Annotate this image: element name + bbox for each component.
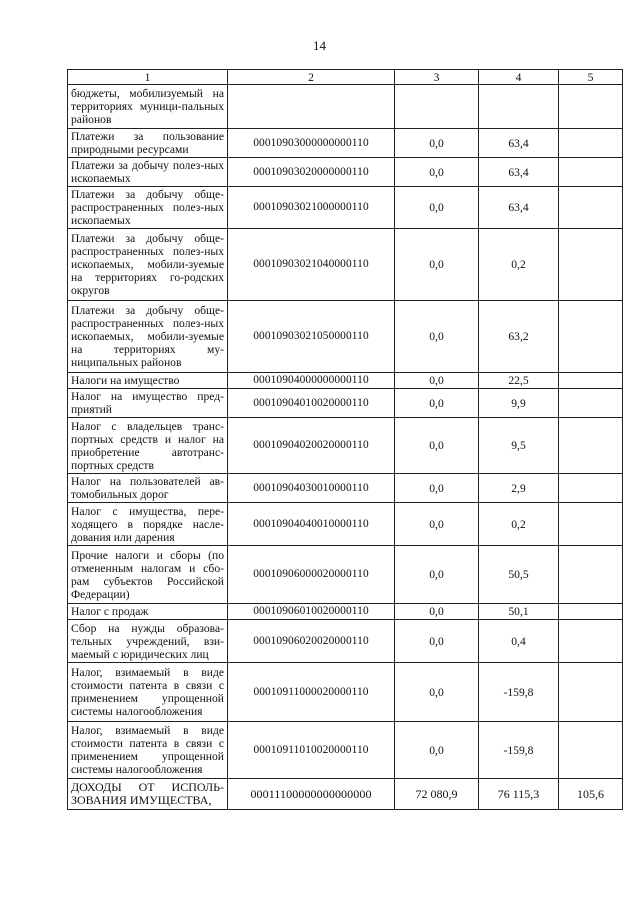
row-name-cell: Сбор на нужды образова-тельных учреждений, взи-маемый с юридических лиц xyxy=(68,620,228,663)
row-value-col5-cell xyxy=(559,663,623,722)
row-name-cell: Платежи за добычу обще-распространенных полез-ных ископаемых xyxy=(68,187,228,229)
row-value-col5-cell xyxy=(559,129,623,158)
row-value-col4-cell: 0,4 xyxy=(479,620,559,663)
row-code-cell: 00010904000000000110 xyxy=(228,373,395,389)
table-row xyxy=(68,229,623,301)
table-row xyxy=(68,604,623,620)
row-name-cell: Налог с продаж xyxy=(68,604,228,620)
table-row xyxy=(68,85,623,129)
row-value-col3-cell: 0,0 xyxy=(395,620,479,663)
row-value-col4-cell: 50,5 xyxy=(479,546,559,604)
row-value-col5-cell xyxy=(559,604,623,620)
row-value-col3-cell: 0,0 xyxy=(395,229,479,301)
table-row xyxy=(68,418,623,474)
column-header-5: 5 xyxy=(559,70,623,85)
row-name-cell: ДОХОДЫ ОТ ИСПОЛЬ-ЗОВАНИЯ ИМУЩЕСТВА, xyxy=(68,779,228,810)
table-row xyxy=(68,503,623,546)
row-value-col5-cell xyxy=(559,503,623,546)
row-value-col4-cell: 76 115,3 xyxy=(479,779,559,810)
row-code-cell: 00010906020020000110 xyxy=(228,620,395,663)
table-row xyxy=(68,158,623,187)
row-code-cell: 00010911000020000110 xyxy=(228,663,395,722)
table-row xyxy=(68,187,623,229)
row-value-col5-cell xyxy=(559,722,623,779)
row-code-cell xyxy=(228,85,395,129)
table-header xyxy=(68,70,623,85)
row-value-col3-cell: 0,0 xyxy=(395,301,479,373)
row-code-cell: 00010903021050000110 xyxy=(228,301,395,373)
row-value-col5-cell xyxy=(559,546,623,604)
table-row xyxy=(68,301,623,373)
row-value-col4-cell: 63,4 xyxy=(479,187,559,229)
row-value-col4-cell xyxy=(479,85,559,129)
row-value-col4-cell: 50,1 xyxy=(479,604,559,620)
row-value-col4-cell: 63,2 xyxy=(479,301,559,373)
row-code-cell: 00010903020000000110 xyxy=(228,158,395,187)
row-name-cell: Налог с владельцев транс-портных средств и налог на приобретение автотранс-портных средств xyxy=(68,418,228,474)
table-row xyxy=(68,129,623,158)
row-value-col3-cell: 0,0 xyxy=(395,373,479,389)
row-code-cell: 00011100000000000000 xyxy=(228,779,395,810)
row-name-cell: Налог, взимаемый в виде стоимости патента в связи с применением упрощенной системы налогообложения xyxy=(68,663,228,722)
row-code-cell: 00010904030010000110 xyxy=(228,474,395,503)
row-value-col5-cell xyxy=(559,389,623,418)
revenue-table xyxy=(67,69,623,810)
table-row xyxy=(68,474,623,503)
row-name-cell: Налог на пользователей ав-томобильных дорог xyxy=(68,474,228,503)
row-value-col5-cell xyxy=(559,620,623,663)
table-row xyxy=(68,373,623,389)
page-number: 14 xyxy=(313,38,326,53)
column-header-2: 2 xyxy=(228,70,395,85)
table-row xyxy=(68,620,623,663)
row-value-col3-cell xyxy=(395,85,479,129)
row-value-col4-cell: 0,2 xyxy=(479,229,559,301)
table-row xyxy=(68,779,623,810)
row-name-cell: Платежи за добычу обще-распространенных полез-ных ископаемых, мобили-зуемые на территориях му-ниципальных районов xyxy=(68,301,228,373)
row-value-col5-cell xyxy=(559,373,623,389)
row-value-col5-cell xyxy=(559,474,623,503)
row-value-col3-cell: 0,0 xyxy=(395,187,479,229)
column-header-1: 1 xyxy=(68,70,228,85)
row-name-cell: Налог с имущества, пере-ходящего в порядке насле-дования или дарения xyxy=(68,503,228,546)
row-value-col4-cell: 9,5 xyxy=(479,418,559,474)
row-value-col5-cell xyxy=(559,229,623,301)
row-value-col5-cell xyxy=(559,158,623,187)
row-value-col3-cell: 0,0 xyxy=(395,503,479,546)
row-value-col5-cell xyxy=(559,187,623,229)
table-row xyxy=(68,389,623,418)
row-value-col3-cell: 0,0 xyxy=(395,389,479,418)
row-value-col5-cell xyxy=(559,418,623,474)
row-value-col5-cell: 105,6 xyxy=(559,779,623,810)
table-row xyxy=(68,663,623,722)
row-value-col5-cell xyxy=(559,85,623,129)
row-name-cell: Платежи за добычу обще-распространенных полез-ных ископаемых, мобили-зуемые на территориях го-родских округов xyxy=(68,229,228,301)
row-code-cell: 00010906000020000110 xyxy=(228,546,395,604)
table-row xyxy=(68,722,623,779)
row-value-col5-cell xyxy=(559,301,623,373)
row-value-col4-cell: 22,5 xyxy=(479,373,559,389)
row-value-col4-cell: 2,9 xyxy=(479,474,559,503)
row-value-col4-cell: -159,8 xyxy=(479,722,559,779)
row-value-col3-cell: 0,0 xyxy=(395,722,479,779)
row-name-cell: Налог, взимаемый в виде стоимости патента в связи с применением упрощенной системы налогообложения xyxy=(68,722,228,779)
row-code-cell: 00010911010020000110 xyxy=(228,722,395,779)
row-value-col3-cell: 0,0 xyxy=(395,158,479,187)
row-value-col3-cell: 0,0 xyxy=(395,129,479,158)
row-value-col3-cell: 0,0 xyxy=(395,418,479,474)
row-code-cell: 00010903021040000110 xyxy=(228,229,395,301)
row-value-col4-cell: 0,2 xyxy=(479,503,559,546)
row-value-col3-cell: 0,0 xyxy=(395,546,479,604)
row-name-cell: Налог на имущество пред-приятий xyxy=(68,389,228,418)
row-value-col4-cell: 63,4 xyxy=(479,158,559,187)
row-value-col4-cell: 9,9 xyxy=(479,389,559,418)
row-value-col3-cell: 0,0 xyxy=(395,474,479,503)
row-name-cell: Налоги на имущество xyxy=(68,373,228,389)
table-body xyxy=(68,85,623,810)
column-header-3: 3 xyxy=(395,70,479,85)
table-row xyxy=(68,546,623,604)
row-value-col3-cell: 0,0 xyxy=(395,604,479,620)
row-value-col4-cell: -159,8 xyxy=(479,663,559,722)
row-code-cell: 00010904040010000110 xyxy=(228,503,395,546)
row-code-cell: 00010903021000000110 xyxy=(228,187,395,229)
row-code-cell: 00010906010020000110 xyxy=(228,604,395,620)
row-name-cell: бюджеты, мобилизуемый на территориях муници-пальных районов xyxy=(68,85,228,129)
row-value-col3-cell: 0,0 xyxy=(395,663,479,722)
row-code-cell: 00010903000000000110 xyxy=(228,129,395,158)
row-name-cell: Платежи за пользование природными ресурсами xyxy=(68,129,228,158)
row-code-cell: 00010904010020000110 xyxy=(228,389,395,418)
row-code-cell: 00010904020020000110 xyxy=(228,418,395,474)
row-value-col4-cell: 63,4 xyxy=(479,129,559,158)
row-value-col3-cell: 72 080,9 xyxy=(395,779,479,810)
row-name-cell: Платежи за добычу полез-ных ископаемых xyxy=(68,158,228,187)
row-name-cell: Прочие налоги и сборы (по отмененным налогам и сбо-рам субъектов Российской Федерации) xyxy=(68,546,228,604)
column-header-4: 4 xyxy=(479,70,559,85)
